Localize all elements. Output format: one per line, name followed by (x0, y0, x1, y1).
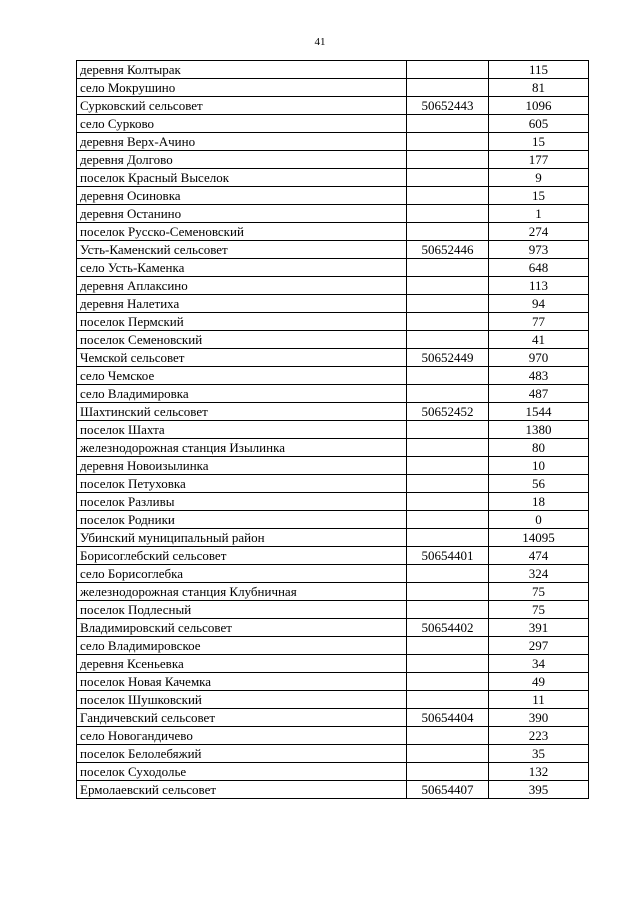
population-cell: 34 (489, 655, 589, 673)
table-row (77, 241, 589, 259)
oktmo-code-cell (407, 457, 489, 475)
population-cell: 324 (489, 565, 589, 583)
table-row (77, 565, 589, 583)
population-cell: 81 (489, 79, 589, 97)
oktmo-code-cell (407, 691, 489, 709)
table-row (77, 79, 589, 97)
table-row (77, 781, 589, 799)
population-cell: 75 (489, 601, 589, 619)
oktmo-code-cell (407, 529, 489, 547)
settlement-name-cell: поселок Суходолье (77, 763, 407, 781)
oktmo-code-cell (407, 115, 489, 133)
settlement-name-cell: поселок Петуховка (77, 475, 407, 493)
settlement-name-cell: Убинский муниципальный район (77, 529, 407, 547)
oktmo-code-cell (407, 133, 489, 151)
population-cell: 177 (489, 151, 589, 169)
oktmo-code-cell (407, 475, 489, 493)
settlement-name-cell: деревня Останино (77, 205, 407, 223)
settlement-name-cell: поселок Новая Качемка (77, 673, 407, 691)
settlement-name-cell: деревня Новоизылинка (77, 457, 407, 475)
table-row (77, 709, 589, 727)
population-cell: 483 (489, 367, 589, 385)
settlement-name-cell: поселок Подлесный (77, 601, 407, 619)
table-row (77, 349, 589, 367)
oktmo-code-cell (407, 61, 489, 79)
population-cell: 14095 (489, 529, 589, 547)
population-cell: 10 (489, 457, 589, 475)
oktmo-code-cell (407, 79, 489, 97)
table-row (77, 295, 589, 313)
population-cell: 77 (489, 313, 589, 331)
table-row (77, 673, 589, 691)
table-row (77, 529, 589, 547)
population-cell: 0 (489, 511, 589, 529)
settlement-name-cell: поселок Разливы (77, 493, 407, 511)
settlement-name-cell: железнодорожная станция Изылинка (77, 439, 407, 457)
settlement-name-cell: деревня Ксеньевка (77, 655, 407, 673)
settlement-name-cell: село Владимировка (77, 385, 407, 403)
oktmo-code-cell: 50654401 (407, 547, 489, 565)
oktmo-code-cell (407, 259, 489, 277)
table-row (77, 223, 589, 241)
population-cell: 11 (489, 691, 589, 709)
oktmo-code-cell (407, 655, 489, 673)
population-cell: 80 (489, 439, 589, 457)
settlement-name-cell: деревня Долгово (77, 151, 407, 169)
table-row (77, 619, 589, 637)
table-row (77, 457, 589, 475)
population-cell: 9 (489, 169, 589, 187)
oktmo-code-cell (407, 493, 489, 511)
table-row (77, 655, 589, 673)
table-row (77, 547, 589, 565)
oktmo-code-cell (407, 673, 489, 691)
table-body (77, 61, 589, 799)
table-row (77, 313, 589, 331)
settlement-name-cell: село Владимировское (77, 637, 407, 655)
table-row (77, 583, 589, 601)
population-cell: 15 (489, 133, 589, 151)
population-cell: 41 (489, 331, 589, 349)
oktmo-code-cell: 50654404 (407, 709, 489, 727)
table-row (77, 367, 589, 385)
settlement-name-cell: поселок Русско-Семеновский (77, 223, 407, 241)
population-cell: 1096 (489, 97, 589, 115)
table-row (77, 637, 589, 655)
oktmo-code-cell (407, 151, 489, 169)
oktmo-code-cell: 50652443 (407, 97, 489, 115)
oktmo-code-cell (407, 421, 489, 439)
settlement-name-cell: село Сурково (77, 115, 407, 133)
population-cell: 1380 (489, 421, 589, 439)
settlement-name-cell: поселок Шахта (77, 421, 407, 439)
population-cell: 1544 (489, 403, 589, 421)
population-cell: 132 (489, 763, 589, 781)
oktmo-code-cell: 50654407 (407, 781, 489, 799)
table-row (77, 97, 589, 115)
population-cell: 18 (489, 493, 589, 511)
table-row (77, 169, 589, 187)
table-row (77, 151, 589, 169)
population-cell: 605 (489, 115, 589, 133)
settlement-name-cell: село Борисоглебка (77, 565, 407, 583)
population-cell: 56 (489, 475, 589, 493)
settlement-name-cell: деревня Аплаксино (77, 277, 407, 295)
population-cell: 390 (489, 709, 589, 727)
table-row (77, 403, 589, 421)
oktmo-code-cell (407, 169, 489, 187)
population-cell: 297 (489, 637, 589, 655)
population-cell: 274 (489, 223, 589, 241)
population-cell: 115 (489, 61, 589, 79)
settlement-name-cell: поселок Семеновский (77, 331, 407, 349)
oktmo-code-cell: 50652452 (407, 403, 489, 421)
settlement-name-cell: поселок Белолебяжий (77, 745, 407, 763)
oktmo-code-cell (407, 583, 489, 601)
population-cell: 94 (489, 295, 589, 313)
population-cell: 487 (489, 385, 589, 403)
table-row (77, 493, 589, 511)
oktmo-code-cell (407, 511, 489, 529)
population-cell: 35 (489, 745, 589, 763)
oktmo-code-cell (407, 331, 489, 349)
table-row (77, 745, 589, 763)
table-row (77, 205, 589, 223)
oktmo-code-cell (407, 295, 489, 313)
settlement-name-cell: село Мокрушино (77, 79, 407, 97)
population-cell: 973 (489, 241, 589, 259)
settlement-name-cell: поселок Шушковский (77, 691, 407, 709)
table-row (77, 727, 589, 745)
table-row (77, 511, 589, 529)
settlement-name-cell: Ермолаевский сельсовет (77, 781, 407, 799)
population-cell: 15 (489, 187, 589, 205)
page-number: 41 (314, 36, 326, 48)
table-row (77, 601, 589, 619)
population-cell: 648 (489, 259, 589, 277)
settlement-name-cell: деревня Колтырак (77, 61, 407, 79)
oktmo-code-cell (407, 367, 489, 385)
oktmo-code-cell (407, 565, 489, 583)
settlement-name-cell: Владимировский сельсовет (77, 619, 407, 637)
settlement-population-table (76, 60, 589, 799)
table-row (77, 421, 589, 439)
settlement-name-cell: Чемской сельсовет (77, 349, 407, 367)
settlement-name-cell: Борисоглебский сельсовет (77, 547, 407, 565)
population-cell: 395 (489, 781, 589, 799)
oktmo-code-cell (407, 745, 489, 763)
oktmo-code-cell: 50654402 (407, 619, 489, 637)
oktmo-code-cell (407, 277, 489, 295)
table-row (77, 331, 589, 349)
settlement-name-cell: поселок Пермский (77, 313, 407, 331)
settlement-name-cell: Гандичевский сельсовет (77, 709, 407, 727)
population-cell: 1 (489, 205, 589, 223)
table-row (77, 691, 589, 709)
oktmo-code-cell (407, 385, 489, 403)
settlement-name-cell: Усть-Каменский сельсовет (77, 241, 407, 259)
oktmo-code-cell (407, 205, 489, 223)
table-row (77, 277, 589, 295)
oktmo-code-cell (407, 727, 489, 745)
oktmo-code-cell (407, 601, 489, 619)
oktmo-code-cell (407, 763, 489, 781)
settlement-name-cell: село Новогандичево (77, 727, 407, 745)
oktmo-code-cell: 50652446 (407, 241, 489, 259)
population-cell: 113 (489, 277, 589, 295)
table-row (77, 259, 589, 277)
population-cell: 391 (489, 619, 589, 637)
table-row (77, 475, 589, 493)
table-row (77, 187, 589, 205)
settlement-name-cell: деревня Верх-Ачино (77, 133, 407, 151)
population-cell: 474 (489, 547, 589, 565)
table-row (77, 763, 589, 781)
settlement-name-cell: поселок Родники (77, 511, 407, 529)
oktmo-code-cell (407, 313, 489, 331)
settlement-name-cell: поселок Красный Выселок (77, 169, 407, 187)
table-row (77, 61, 589, 79)
oktmo-code-cell: 50652449 (407, 349, 489, 367)
oktmo-code-cell (407, 223, 489, 241)
settlement-name-cell: Сурковский сельсовет (77, 97, 407, 115)
table-row (77, 133, 589, 151)
population-cell: 970 (489, 349, 589, 367)
settlement-name-cell: деревня Осиновка (77, 187, 407, 205)
population-cell: 75 (489, 583, 589, 601)
settlement-name-cell: село Чемское (77, 367, 407, 385)
settlement-name-cell: село Усть-Каменка (77, 259, 407, 277)
settlement-name-cell: железнодорожная станция Клубничная (77, 583, 407, 601)
settlement-name-cell: деревня Налетиха (77, 295, 407, 313)
oktmo-code-cell (407, 637, 489, 655)
settlement-name-cell: Шахтинский сельсовет (77, 403, 407, 421)
table-row (77, 385, 589, 403)
table-row (77, 115, 589, 133)
population-cell: 49 (489, 673, 589, 691)
population-cell: 223 (489, 727, 589, 745)
oktmo-code-cell (407, 439, 489, 457)
oktmo-code-cell (407, 187, 489, 205)
table-row (77, 439, 589, 457)
